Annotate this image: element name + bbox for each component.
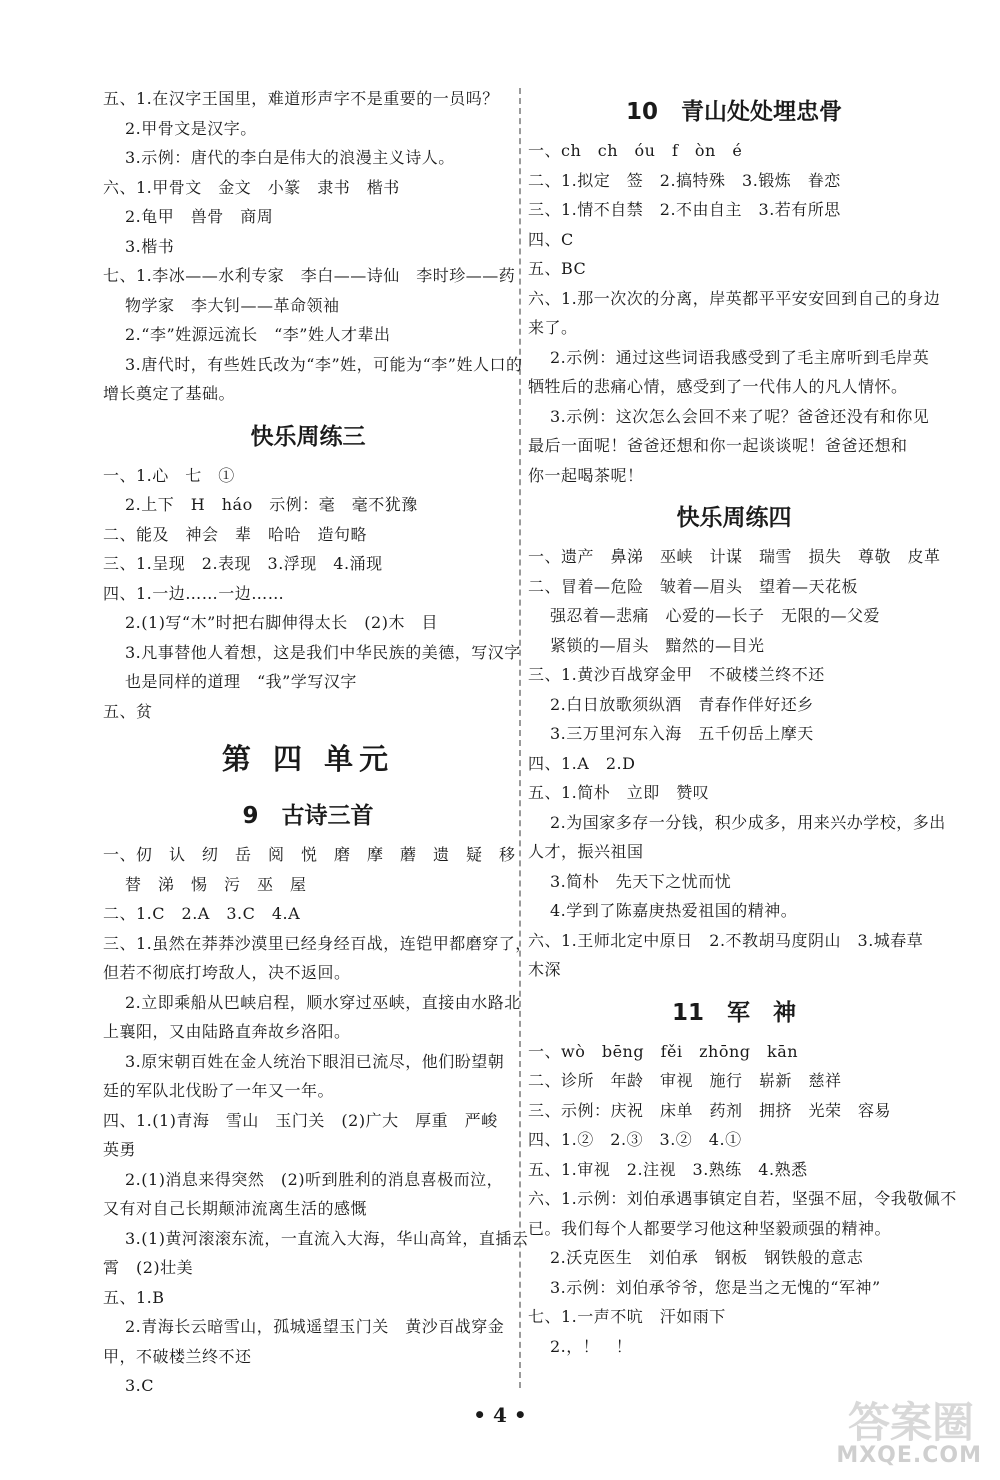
answer-line: 3.示例：唐代的李白是伟大的浪漫主义诗人。 (125, 148, 455, 167)
answer-line: 二、能及 神会 辈 哈哈 造句略 (103, 524, 368, 544)
answer-line: 人才，振兴祖国 (528, 842, 644, 861)
answer-line: 五、1.在汉字王国里，难道形声字不是重要的一员吗？ (103, 89, 499, 108)
answer-line: 三、1.虽然在莽莽沙漠里已经身经百战，连铠甲都磨穿了， (103, 933, 532, 953)
answer-line: 甲，不破楼兰终不还 (103, 1346, 252, 1366)
section-heading: 9 古诗三首 (242, 803, 374, 829)
answer-line: 四、1.一边……一边…… (103, 583, 285, 603)
answer-line: 上襄阳，又由陆路直奔故乡洛阳。 (103, 1022, 351, 1041)
answer-line: 四、1.② 2.③ 3.② 4.① (528, 1130, 742, 1149)
answer-line: 又有对自己长期颠沛流离生活的感慨 (103, 1199, 368, 1218)
answer-line: 3.三万里河东入海 五千仞岳上摩天 (550, 724, 814, 743)
answer-line: 廷的军队北伐盼了一年又一年。 (103, 1081, 335, 1100)
answer-line: 3.唐代时，有些姓氏改为“李”姓，可能为“李”姓人口的 (125, 354, 523, 374)
answer-line: 3.(1)黄河滚滚东流，一直流入大海，华山高耸，直插云 (125, 1228, 529, 1248)
answer-line: 三、1.呈现 2.表现 3.浮现 4.涌现 (103, 554, 383, 573)
answer-line: 3.简朴 先天下之忧而忧 (550, 871, 732, 891)
answer-line: 六、1.王师北定中原日 2.不教胡马度阴山 3.城春草 (528, 930, 924, 950)
answer-line: 四、1.A 2.D (528, 753, 636, 773)
answer-line: 二、诊所 年龄 审视 施行 崭新 慈祥 (528, 1071, 842, 1090)
answer-line: 3.原宋朝百姓在金人统治下眼泪已流尽，他们盼望朝 (125, 1051, 505, 1071)
answer-line: 但若不彻底打垮敌人，决不返回。 (103, 963, 351, 982)
answer-line: 霄 (2)壮美 (103, 1258, 194, 1277)
answer-line: 一、1.心 七 ① (103, 465, 235, 485)
answer-line: 2.沃克医生 刘伯承 钢板 钢铁般的意志 (550, 1248, 864, 1267)
column-divider (519, 88, 521, 1388)
answer-line: 2.立即乘船从巴峡启程，顺水穿过巫峡，直接由水路北 (125, 992, 521, 1012)
answer-line: 2.(1)消息来得突然 (2)听到胜利的消息喜极而泣， (125, 1169, 504, 1189)
section-heading: 第 四 单元 (221, 742, 395, 776)
answer-line: 2.上下 H háo 示例：毫 毫不犹豫 (125, 495, 418, 514)
answer-line: 六、1.那一次次的分离，岸英都平平安安回到自己的身边 (528, 288, 941, 308)
answer-line: 2.(1)写“木”时把右脚伸得太长 (2)木 目 (125, 613, 438, 632)
answer-line: 2.为国家多存一分钱，积少成多，用来兴办学校，多出 (550, 812, 946, 832)
answer-line: 2.白日放歌须纵酒 青春作伴好还乡 (550, 694, 814, 714)
answer-line: 六、1.示例：刘伯承遇事镇定自若，坚强不屈，令我敬佩不 (528, 1189, 957, 1208)
answer-line: 2.甲骨文是汉字。 (125, 118, 257, 138)
answer-line: 七、1.一声不吭 汗如雨下 (528, 1307, 726, 1326)
answer-line: 三、示例：庆祝 床单 药剂 拥挤 光荣 容易 (528, 1100, 892, 1120)
answer-line: 增长奠定了基础。 (103, 384, 236, 403)
answer-line: 三、1.情不自禁 2.不由自主 3.若有所思 (528, 200, 841, 219)
answer-line: 2.“李”姓源远流长 “李”姓人才辈出 (125, 325, 391, 344)
answer-line: 紧锁的—眉头 黯然的—目光 (550, 635, 765, 655)
answer-line: 六、1.甲骨文 金文 小篆 隶书 楷书 (103, 177, 400, 197)
answer-line: 英勇 (103, 1140, 137, 1159)
answer-line: 五、1.B (103, 1287, 165, 1307)
answer-line: 一、遗产 鼻涕 巫峡 计谋 瑞雪 损失 尊敬 皮革 (528, 547, 941, 566)
answer-line: 二、冒着—危险 皱着—眉头 望着—天花板 (528, 576, 859, 596)
answer-line: 五、1.简朴 立即 赞叹 (528, 783, 710, 802)
section-heading: 快乐周练三 (250, 423, 366, 450)
answer-line: 牺牲后的悲痛心情，感受到了一代伟人的凡人情怀。 (528, 377, 908, 396)
answer-line: 你一起喝茶呢！ (528, 465, 644, 485)
answer-line: 已。我们每个人都要学习他这种坚毅顽强的精神。 (528, 1218, 892, 1238)
answer-line: 最后一面呢！爸爸还想和你一起谈谈呢！爸爸还想和 (528, 436, 908, 455)
answer-line: 3.凡事替他人着想，这是我们中华民族的美德，写汉字 (125, 642, 521, 662)
section-heading: 11 军 神 (671, 999, 796, 1026)
answer-line: 三、1.黄沙百战穿金甲 不破楼兰终不还 (528, 665, 825, 684)
watermark-logo: 答案圈 MXQE.COM (836, 1398, 982, 1468)
answer-line: 也是同样的道理 “我”学写汉字 (125, 672, 357, 691)
answer-line: 七、1.李冰——水利专家 李白——诗仙 李时珍——药 (103, 266, 516, 285)
answer-line: 五、1.审视 2.注视 3.熟练 4.熟悉 (528, 1159, 808, 1179)
page-number: • 4 • (473, 1403, 527, 1427)
answer-line: 五、BC (528, 259, 587, 278)
answer-line: 一、ch ch óu f òn é (528, 141, 743, 160)
right-column (528, 84, 957, 1361)
section-heading: 快乐周练四 (676, 505, 792, 531)
answer-line: 3.示例：这次怎么会回不来了呢？爸爸还没有和你见 (550, 406, 930, 426)
answer-line: 3.楷书 (125, 236, 175, 256)
answer-line: 木深 (528, 960, 562, 979)
answer-line: 4.学到了陈嘉庚热爱祖国的精神。 (550, 901, 798, 920)
section-heading: 10 青山处处埋忠骨 (625, 99, 842, 125)
answer-line: 3.示例：刘伯承爷爷，您是当之无愧的“军神” (550, 1277, 881, 1297)
answer-line: 四、C (528, 229, 574, 249)
answer-line: 二、1.C 2.A 3.C 4.A (103, 904, 301, 923)
answer-line: 物学家 李大钊——革命领袖 (125, 295, 340, 315)
left-column (103, 84, 532, 1401)
answer-line: 替 涕 惕 污 巫 屋 (125, 874, 307, 894)
answer-line: 3.C (125, 1376, 155, 1395)
answer-line: 强忍着—悲痛 心爱的—长子 无限的—父爱 (550, 606, 881, 625)
answer-line: 来了。 (528, 318, 578, 337)
answer-line: 二、1.拟定 签 2.搞特殊 3.锻炼 眷恋 (528, 170, 841, 190)
answer-line: 2.示例：通过这些词语我感受到了毛主席听到毛岸英 (550, 347, 930, 367)
answer-line: 2.青海长云暗雪山，孤城遥望玉门关 黄沙百战穿金 (125, 1317, 505, 1336)
answer-line: 2.龟甲 兽骨 商周 (125, 207, 274, 226)
answer-line: 四、1.(1)青海 雪山 玉门关 (2)广大 厚重 严峻 (103, 1110, 498, 1130)
answer-line: 一、仞 认 纫 岳 阅 悦 磨 摩 蘑 遗 疑 移 (103, 845, 516, 864)
answer-line: 2.，！ ！ (550, 1336, 633, 1356)
answer-line: 一、wò bēng fěi zhōng kān (528, 1041, 799, 1061)
answer-line: 五、贫 (103, 701, 153, 721)
